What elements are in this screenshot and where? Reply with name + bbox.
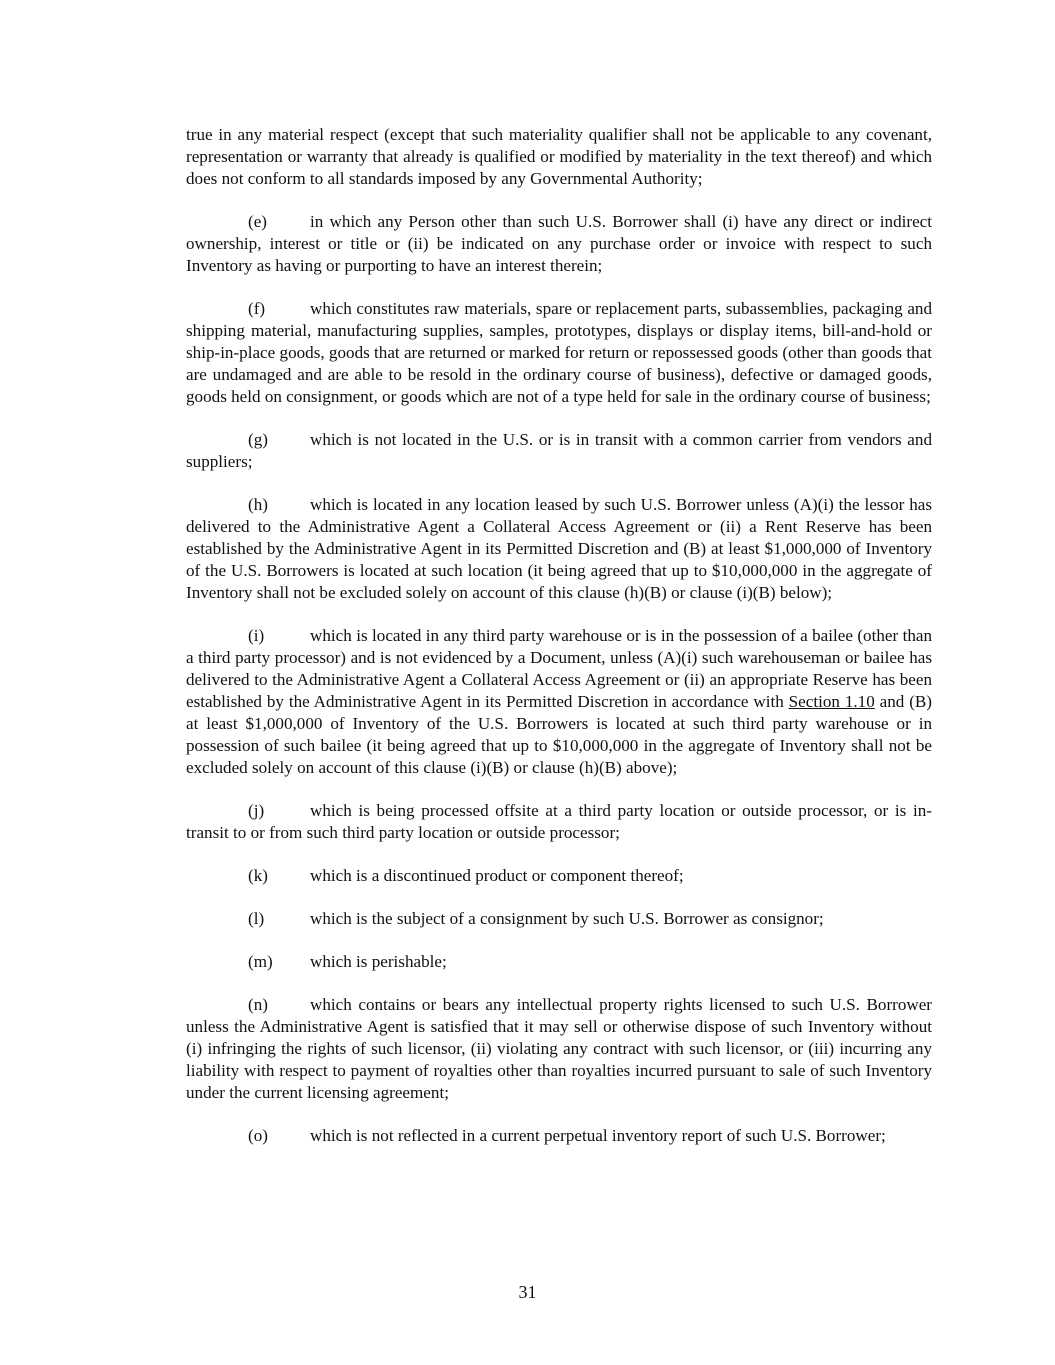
clause-k [186,865,932,887]
clause-label: (l) [248,909,265,928]
document-body [186,124,932,1168]
clause-label: (i) [248,626,265,645]
clause-label: (g) [248,430,268,449]
clause-label: (k) [248,866,268,885]
page-number: 31 [518,1282,537,1302]
clause-i [186,625,932,779]
clause-label: (o) [248,1126,268,1145]
clause-e [186,211,932,277]
clause-j [186,800,932,844]
clause-n [186,994,932,1104]
clause-label: (f) [248,299,266,318]
clause-h [186,494,932,604]
clause-l [186,908,932,930]
clause-label: (e) [248,212,267,231]
clause-label: (n) [248,995,268,1014]
clause-f [186,298,932,408]
clause-g [186,429,932,473]
clause-o [186,1125,932,1147]
clause-label: (h) [248,495,268,514]
clause-label: (m) [248,952,273,971]
clause-text: which is being processed offsite at a third party location or outside processor, or is in-transit to or from such third party location or outside processor; [186,801,932,842]
clause-text-after: and (B) at least $1,000,000 of Inventory of the U.S. Borrowers is located at such third party warehouse or in possession of such bailee (it being agreed that up to $10,000,000 in the aggregate of Inventory shall not be excluded solely on account of this clause (i)(B) or clause (h)(B) above); [186,692,932,777]
clause-text: which is located in any location leased by such U.S. Borrower unless (A)(i) the lessor has delivered to the Administrative Agent a Collateral Access Agreement or (ii) a Rent Reserve has been established by the Administrative Agent in its Permitted Discretion and (B) at least $1,000,000 of Inventory of the U.S. Borrowers is located at such location (it being agreed that up to $10,000,000 in the aggregate of Inventory shall not be excluded solely on account of this clause (h)(B) or clause (i)(B) below); [186,495,932,602]
section-cross-reference: Section 1.10 [788,692,875,711]
clause-text: which is a discontinued product or component thereof; [310,866,684,885]
clause-m [186,951,932,973]
clause-text: which is not located in the U.S. or is in transit with a common carrier from vendors and suppliers; [186,430,932,471]
clause-text-before: which is located in any third party warehouse or is in the possession of a bailee (other than a third party processor) and is not evidenced by a Document, unless (A)(i) such warehouseman or bailee has delivered to the Administrative Agent a Collateral Access Agreement or (ii) an appropriate Reserve has been established by the Administrative Agent in its Permitted Discretion in accordance with [186,626,932,711]
clause-text: which constitutes raw materials, spare or replacement parts, subassemblies, packaging and shipping material, manufacturing supplies, samples, prototypes, displays or display items, bill-and-hold or ship-in-place goods, goods that are returned or marked for return or repossessed goods (other than goods that are undamaged and are able to be resold in the ordinary course of business), defective or damaged goods, goods held on consignment, or goods which are not of a type held for sale in the ordinary course of business; [186,299,932,406]
clause-text: which is perishable; [310,952,447,971]
clause-text: which contains or bears any intellectual property rights licensed to such U.S. Borrower unless the Administrative Agent is satisfied that it may sell or otherwise dispose of such Inventory without (i) infringing the rights of such licensor, (ii) violating any contract with such licensor, or (iii) incurring any liability with respect to payment of royalties other than royalties incurred pursuant to sale of such Inventory under the current licensing agreement; [186,995,932,1102]
continuation-paragraph: true in any material respect (except that such materiality qualifier shall not be applicable to any covenant, representation or warranty that already is qualified or modified by materiality in the text thereof) and which does not conform to all standards imposed by any Governmental Authority; [186,125,932,188]
clause-label: (j) [248,801,265,820]
clause-text: which is the subject of a consignment by such U.S. Borrower as consignor; [310,909,824,928]
clause-text: in which any Person other than such U.S. Borrower shall (i) have any direct or indirect ownership, interest or title or (ii) be indicated on any purchase order or invoice with respect to such Inventory as having or purporting to have an interest therein; [186,212,932,275]
clause-text: which is not reflected in a current perpetual inventory report of such U.S. Borrower; [310,1126,886,1145]
